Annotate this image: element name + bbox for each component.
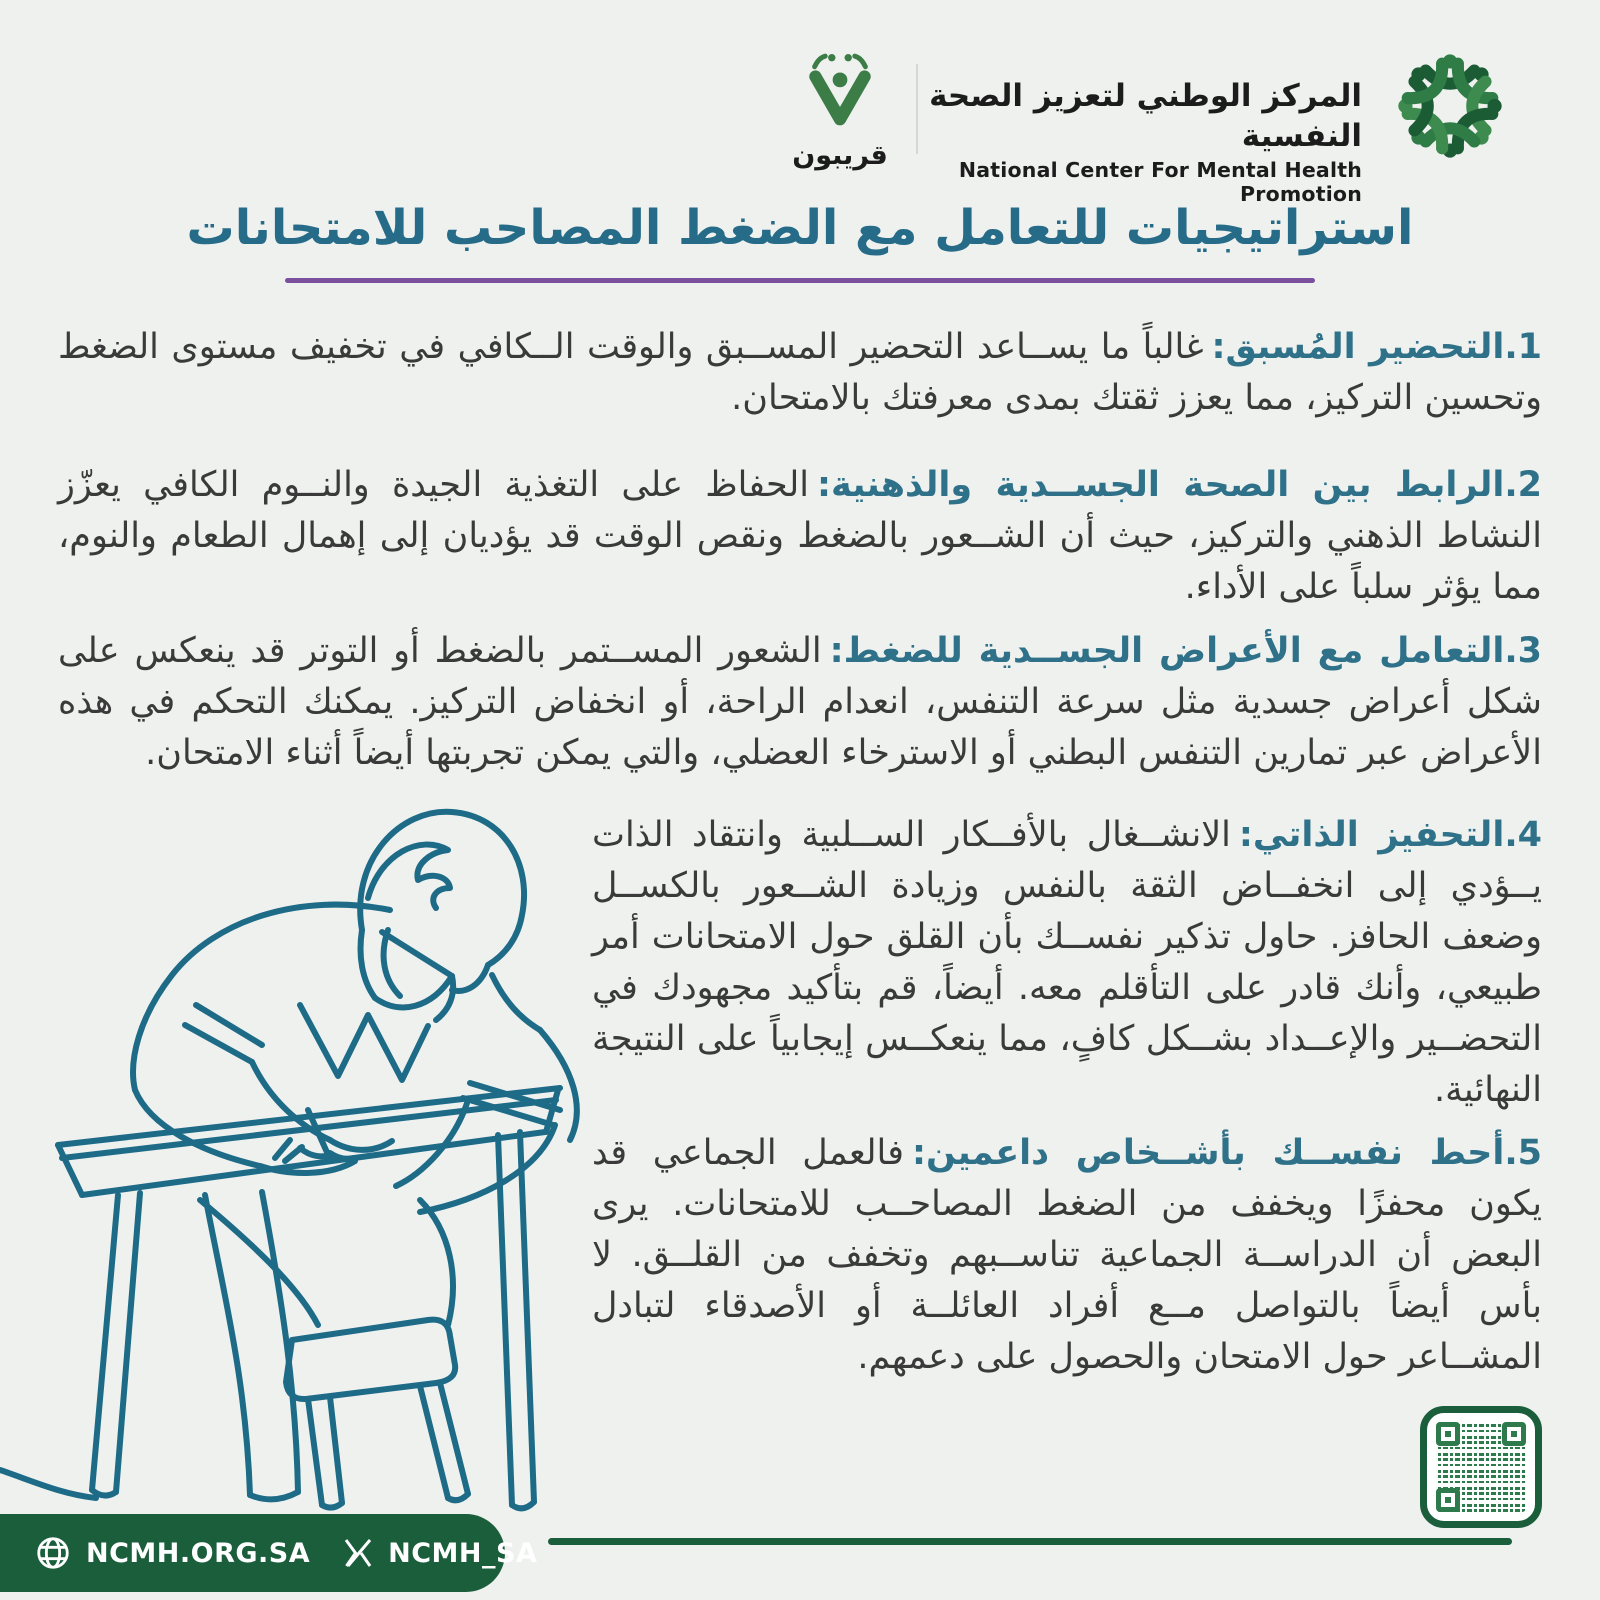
header-divider — [916, 64, 918, 154]
student-writing-illustration — [0, 780, 600, 1515]
section-body: الحفاظ على التغذية الجيدة والنــوم الكافي يعزّز النشاط الذهني والتركيز، حيث أن الشــعور بالضغط ونقص الوقت قد يؤديان إلى إهمال الطعام والنوم، مما يؤثر سلباً على الأداء. — [58, 465, 1542, 607]
globe-icon — [34, 1534, 72, 1572]
section-heading: 4.التحفيز الذاتي: — [1238, 815, 1542, 855]
qr-code — [1420, 1406, 1542, 1528]
qr-finder-icon — [1436, 1488, 1460, 1512]
org-name-block — [860, 76, 1362, 206]
section-physical-symptoms — [58, 626, 1542, 779]
section-heading: 5.أحط نفســك بأشــخاص داعمين: — [911, 1133, 1542, 1173]
section-heading: 3.التعامل مع الأعراض الجســدية للضغط: — [829, 631, 1542, 671]
section-heading: 1.التحضير المُسبق: — [1211, 327, 1543, 367]
section-advance-preparation — [58, 322, 1542, 424]
ncmh-logo-icon — [1374, 30, 1526, 182]
website-link[interactable]: NCMH.ORG.SA — [86, 1537, 311, 1569]
qr-finder-icon — [1436, 1422, 1460, 1446]
footer-bar — [0, 1514, 538, 1592]
social-handle-link[interactable]: NCMH_SA — [388, 1537, 538, 1569]
x-social-icon — [342, 1537, 374, 1569]
title-underline — [285, 278, 1315, 283]
page-title: استراتيجيات للتعامل مع الضغط المصاحب للامتحانات — [186, 200, 1414, 256]
bottom-rule — [548, 1538, 1512, 1545]
section-self-motivation — [592, 810, 1542, 1116]
org-name-arabic: المركز الوطني لتعزيز الصحة النفسية — [929, 78, 1362, 154]
section-body: غالباً ما يســاعد التحضير المســبق والوقت الــكافي في تخفيف مستوى الضغط وتحسين التركيز، مما يعزز ثقتك بمدى معرفتك بالامتحان. — [58, 327, 1542, 418]
section-body: الشعور المســتمر بالضغط أو التوتر قد ينعكس على شكل أعراض جسدية مثل سرعة التنفس، انعدام الراحة، أو انخفاض التركيز. يمكنك التحكم في هذه الأعراض عبر تمارين التنفس البطني أو الاسترخاء العضلي، والتي يمكن تجربتها أيضاً أثناء الامتحان. — [58, 631, 1542, 773]
qaribon-person-icon — [801, 52, 879, 134]
qaribon-wordmark: قريبون — [792, 140, 888, 171]
section-heading: 2.الرابط بين الصحة الجســدية والذهنية: — [816, 465, 1542, 505]
qr-finder-icon — [1502, 1422, 1526, 1446]
section-body: الانشــغال بالأفــكار الســلبية وانتقاد الذات يــؤدي إلى انخفــاض الثقة بالنفس وزيادة الشــعور بالكســل وضعف الحافز. حاول تذكير نفســك بأن القلق حول الامتحانات أمر طبيعي، وأنك قادر على التأقلم معه. أيضاً، قم بتأكيد مجهودك في التحضــير والإعــداد بشــكل كافٍ، مما ينعكــس إيجابياً على النتيجة النهائية. — [592, 815, 1542, 1110]
section-supportive-people — [592, 1128, 1542, 1383]
qaribon-logo — [782, 52, 898, 171]
section-body: فالعمل الجماعي قد يكون محفزًا ويخفف من الضغط المصاحــب للامتحانات. يرى البعض أن الدراســة الجماعية تناســبهم وتخفف من القلــق. لا بأس أيضاً بالتواصل مــع أفراد العائلــة أو الأصدقاء لتبادل المشــاعر حول الامتحان والحصول على دعمهم. — [592, 1133, 1542, 1377]
section-body-mind-link — [58, 460, 1542, 613]
org-name-english: National Center For Mental Health Promotion — [958, 158, 1362, 206]
